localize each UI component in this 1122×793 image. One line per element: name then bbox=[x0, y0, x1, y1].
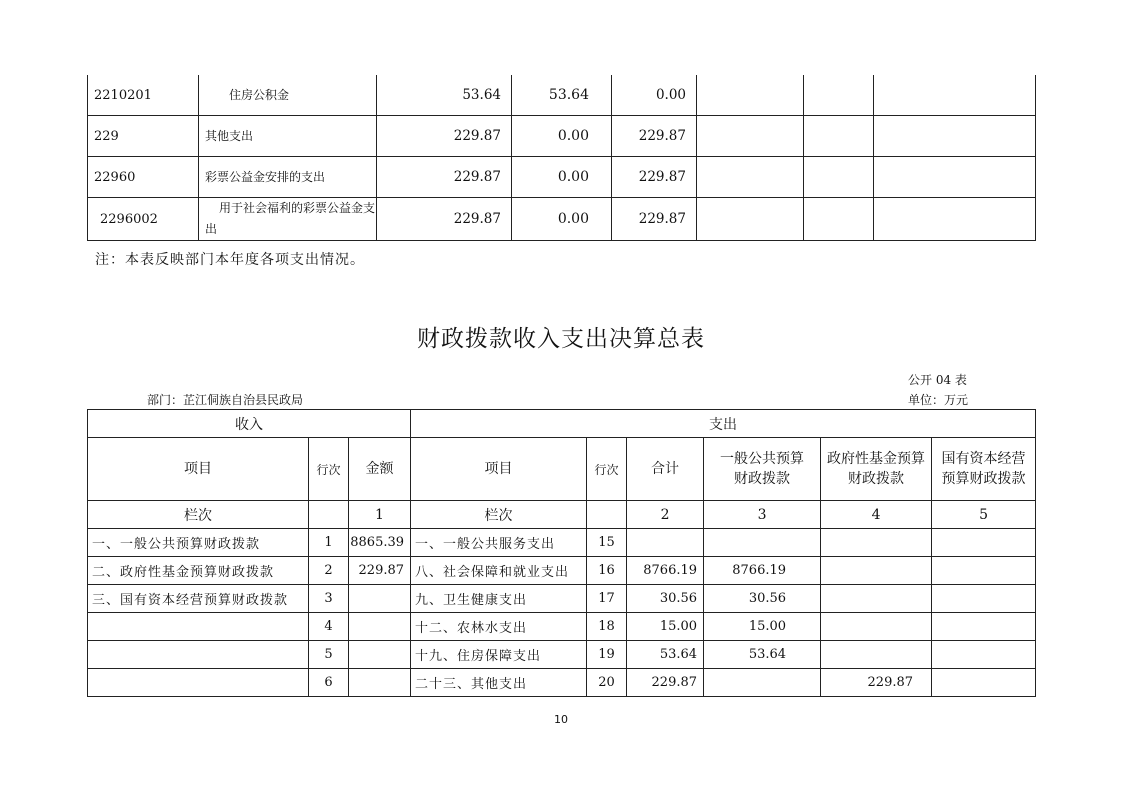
col-total: 合计 bbox=[627, 438, 704, 501]
cell-value: 0.00 bbox=[512, 157, 612, 198]
table-row bbox=[88, 669, 1036, 697]
cell-value: 229.87 bbox=[612, 116, 697, 157]
income-item bbox=[88, 613, 309, 641]
income-item: 一、一般公共预算财政拨款 bbox=[88, 529, 309, 557]
col-number: 3 bbox=[704, 501, 821, 529]
row-no: 19 bbox=[587, 641, 627, 669]
expense-header: 支出 bbox=[411, 410, 1036, 438]
amount bbox=[349, 585, 411, 613]
table-row bbox=[88, 585, 1036, 613]
income-item: 二、政府性基金预算财政拨款 bbox=[88, 557, 309, 585]
table-row bbox=[88, 529, 1036, 557]
income-header: 收入 bbox=[88, 410, 411, 438]
subject-code: 2210201 bbox=[88, 75, 199, 116]
row-no: 5 bbox=[309, 641, 349, 669]
subject-code: 22960 bbox=[88, 157, 199, 198]
cell-value: 53.64 bbox=[512, 75, 612, 116]
cell-value bbox=[874, 75, 1036, 116]
row-no: 6 bbox=[309, 669, 349, 697]
amount: 8865.39 bbox=[349, 529, 411, 557]
col-row-no: 行次 bbox=[309, 438, 349, 501]
state-capital bbox=[932, 669, 1036, 697]
cell-value bbox=[804, 116, 874, 157]
table-row bbox=[88, 557, 1036, 585]
cell-value bbox=[697, 75, 804, 116]
general-budget: 53.64 bbox=[704, 641, 821, 669]
amount bbox=[349, 613, 411, 641]
cell-value bbox=[804, 75, 874, 116]
expense-item: 二十三、其他支出 bbox=[411, 669, 587, 697]
general-budget: 8766.19 bbox=[704, 557, 821, 585]
state-capital bbox=[932, 613, 1036, 641]
cell-value: 229.87 bbox=[377, 198, 512, 241]
state-capital bbox=[932, 557, 1036, 585]
cell-value: 229.87 bbox=[612, 157, 697, 198]
row-no: 16 bbox=[587, 557, 627, 585]
cell-value bbox=[697, 157, 804, 198]
total: 8766.19 bbox=[627, 557, 704, 585]
expense-item: 一、一般公共服务支出 bbox=[411, 529, 587, 557]
expense-item: 十二、农林水支出 bbox=[411, 613, 587, 641]
cell-value: 0.00 bbox=[512, 116, 612, 157]
expense-detail-table bbox=[87, 75, 1036, 241]
state-capital bbox=[932, 529, 1036, 557]
col-item: 项目 bbox=[411, 438, 587, 501]
general-budget bbox=[704, 529, 821, 557]
col-label: 栏次 bbox=[88, 501, 309, 529]
col-state-capital: 国有资本经营预算财政拨款 bbox=[932, 438, 1036, 501]
subject-name: 其他支出 bbox=[199, 116, 377, 157]
expense-item: 九、卫生健康支出 bbox=[411, 585, 587, 613]
cell-value: 0.00 bbox=[512, 198, 612, 241]
table-row bbox=[88, 157, 1036, 198]
row-no: 2 bbox=[309, 557, 349, 585]
subject-code: 229 bbox=[88, 116, 199, 157]
gov-fund bbox=[821, 641, 932, 669]
row-no: 1 bbox=[309, 529, 349, 557]
expense-item: 十九、住房保障支出 bbox=[411, 641, 587, 669]
cell-value: 229.87 bbox=[377, 116, 512, 157]
total: 15.00 bbox=[627, 613, 704, 641]
page-title: 财政拨款收入支出决算总表 bbox=[417, 326, 705, 352]
cell-value bbox=[874, 116, 1036, 157]
col-number: 2 bbox=[627, 501, 704, 529]
col-number: 1 bbox=[349, 501, 411, 529]
expense-item: 八、社会保障和就业支出 bbox=[411, 557, 587, 585]
cell-value bbox=[697, 116, 804, 157]
col-number: 5 bbox=[932, 501, 1036, 529]
amount: 229.87 bbox=[349, 557, 411, 585]
total: 30.56 bbox=[627, 585, 704, 613]
subject-name: 住房公积金 bbox=[199, 75, 377, 116]
column-number-row bbox=[88, 501, 1036, 529]
cell-value: 0.00 bbox=[612, 75, 697, 116]
gov-fund bbox=[821, 585, 932, 613]
state-capital bbox=[932, 585, 1036, 613]
general-budget: 15.00 bbox=[704, 613, 821, 641]
general-budget bbox=[704, 669, 821, 697]
income-item bbox=[88, 641, 309, 669]
table-note: 注：本表反映部门本年度各项支出情况。 bbox=[95, 252, 365, 268]
total: 53.64 bbox=[627, 641, 704, 669]
total bbox=[627, 529, 704, 557]
subject-name: 彩票公益金安排的支出 bbox=[199, 157, 377, 198]
gov-fund bbox=[821, 557, 932, 585]
table-subheader-row bbox=[88, 438, 1036, 501]
cell-value: 53.64 bbox=[377, 75, 512, 116]
cell-value bbox=[804, 198, 874, 241]
total: 229.87 bbox=[627, 669, 704, 697]
cell-value bbox=[697, 198, 804, 241]
gov-fund bbox=[821, 529, 932, 557]
col-label: 栏次 bbox=[411, 501, 587, 529]
table-row bbox=[88, 75, 1036, 116]
amount bbox=[349, 641, 411, 669]
cell-value bbox=[804, 157, 874, 198]
state-capital bbox=[932, 641, 1036, 669]
table-row bbox=[88, 116, 1036, 157]
gov-fund: 229.87 bbox=[821, 669, 932, 697]
gov-fund bbox=[821, 613, 932, 641]
fiscal-summary-table bbox=[87, 409, 1036, 697]
cell-value: 229.87 bbox=[612, 198, 697, 241]
income-item: 三、国有资本经营预算财政拨款 bbox=[88, 585, 309, 613]
col-amount: 金额 bbox=[349, 438, 411, 501]
row-no: 4 bbox=[309, 613, 349, 641]
unit-label: 单位：万元 bbox=[908, 393, 969, 407]
table-header-row bbox=[88, 410, 1036, 438]
cell-value: 229.87 bbox=[377, 157, 512, 198]
col-item: 项目 bbox=[88, 438, 309, 501]
table-row bbox=[88, 613, 1036, 641]
cell-value bbox=[874, 198, 1036, 241]
income-item bbox=[88, 669, 309, 697]
amount bbox=[349, 669, 411, 697]
subject-code: 2296002 bbox=[88, 198, 199, 241]
table-row bbox=[88, 641, 1036, 669]
page-number: 10 bbox=[554, 713, 568, 726]
row-no: 20 bbox=[587, 669, 627, 697]
row-no: 18 bbox=[587, 613, 627, 641]
row-no: 15 bbox=[587, 529, 627, 557]
cell-value bbox=[874, 157, 1036, 198]
table-code: 公开 04 表 bbox=[908, 373, 967, 387]
col-number: 4 bbox=[821, 501, 932, 529]
general-budget: 30.56 bbox=[704, 585, 821, 613]
department-label: 部门：芷江侗族自治县民政局 bbox=[147, 393, 304, 407]
col-general-budget: 一般公共预算财政拨款 bbox=[704, 438, 821, 501]
subject-name: 用于社会福利的彩票公益金支出 bbox=[199, 198, 377, 241]
table-row bbox=[88, 198, 1036, 241]
col-row-no: 行次 bbox=[587, 438, 627, 501]
row-no: 3 bbox=[309, 585, 349, 613]
row-no: 17 bbox=[587, 585, 627, 613]
col-gov-fund: 政府性基金预算财政拨款 bbox=[821, 438, 932, 501]
